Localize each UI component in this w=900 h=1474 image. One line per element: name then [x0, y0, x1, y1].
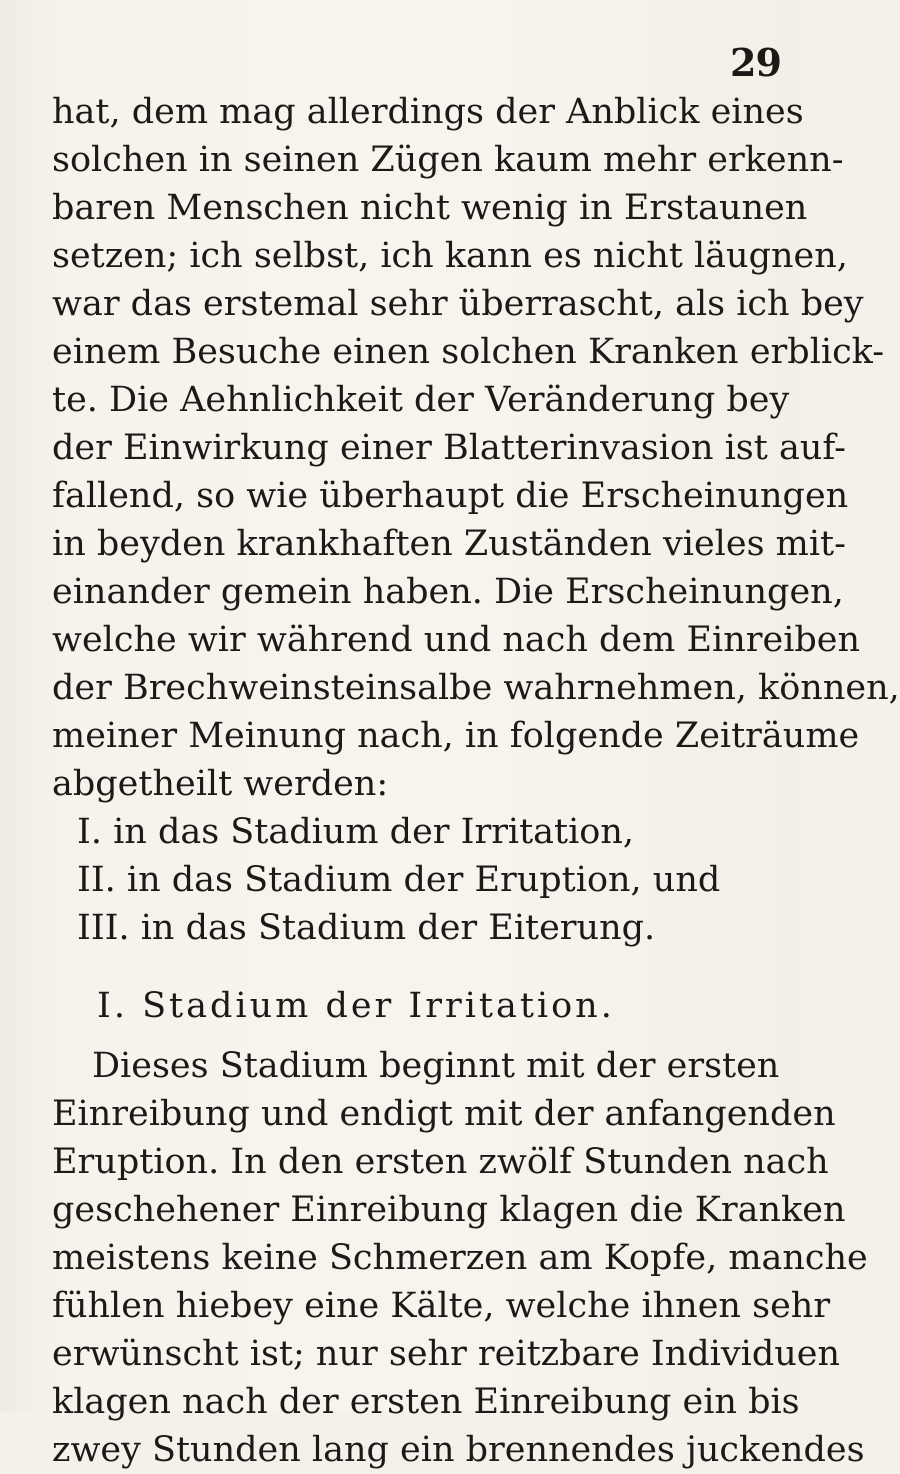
text-line: einander gemein haben. Die Erscheinungen, — [52, 572, 844, 612]
text-line: der Einwirkung einer Blatterinvasion ist auf- — [52, 428, 846, 468]
text-line: der Brechweinsteinsalbe wahrnehmen, können, — [52, 668, 900, 708]
text-line: klagen nach der ersten Einreibung ein bis — [52, 1382, 800, 1422]
text-body — [52, 88, 900, 1474]
text-line: setzen; ich selbst, ich kann es nicht läugnen, — [52, 236, 848, 276]
list-item: II. in das Stadium der Eruption, und — [77, 860, 721, 900]
text-line: war das erstemal sehr überrascht, als ich bey — [52, 284, 864, 324]
text-line: abgetheilt werden: — [52, 764, 389, 804]
text-line: Dieses Stadium beginnt mit der ersten — [92, 1046, 780, 1086]
text-line: baren Menschen nicht wenig in Erstaunen — [52, 188, 808, 228]
text-line: geschehener Einreibung klagen die Kranken — [52, 1190, 846, 1230]
text-line: fühlen hiebey eine Kälte, welche ihnen sehr — [52, 1286, 831, 1326]
text-line: zwey Stunden lang ein brennendes juckendes — [52, 1430, 865, 1470]
page-number: 29 — [730, 40, 781, 85]
text-line: einem Besuche einen solchen Kranken erblick- — [52, 332, 885, 372]
section-heading: I. Stadium der Irritation. — [97, 986, 615, 1026]
list-item: I. in das Stadium der Irritation, — [77, 812, 635, 852]
text-line: Eruption. In den ersten zwölf Stunden nach — [52, 1142, 829, 1182]
text-line: meiner Meinung nach, in folgende Zeiträume — [52, 716, 860, 756]
text-line: in beyden krankhaften Zuständen vieles mit- — [52, 524, 846, 564]
text-line: Einreibung und endigt mit der anfangenden — [52, 1094, 836, 1134]
text-line: te. Die Aehnlichkeit der Veränderung bey — [52, 380, 790, 420]
paragraph — [52, 88, 900, 808]
text-line: erwünscht ist; nur sehr reitzbare Individuen — [52, 1334, 841, 1374]
text-line: meistens keine Schmerzen am Kopfe, manche — [52, 1238, 868, 1278]
list-item: III. in das Stadium der Eiterung. — [77, 908, 656, 948]
text-line: solchen in seinen Zügen kaum mehr erkenn- — [52, 140, 844, 180]
text-line: welche wir während und nach dem Einreiben — [52, 620, 861, 660]
text-line: hat, dem mag allerdings der Anblick eines — [52, 92, 804, 132]
text-line: fallend, so wie überhaupt die Erscheinungen — [52, 476, 849, 516]
paragraph — [52, 1042, 868, 1474]
stage-list — [52, 808, 762, 952]
